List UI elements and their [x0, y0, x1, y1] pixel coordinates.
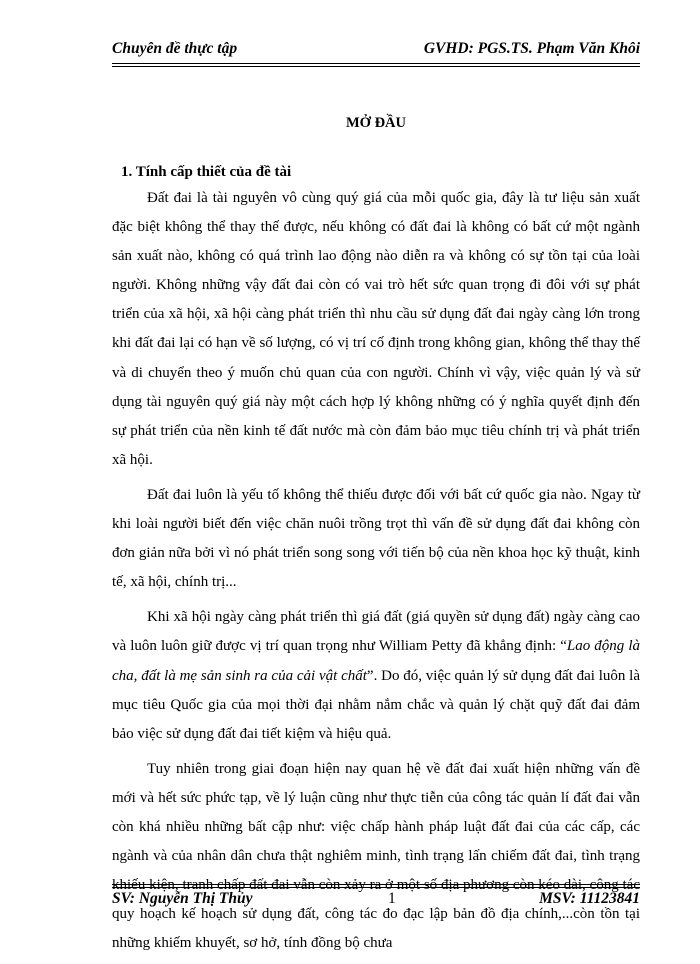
- header-supervisor: GVHD: PGS.TS. Phạm Văn Khôi: [423, 40, 640, 57]
- paragraph-3-before: Khi xã hội ngày càng phát triển thì giá đất (giá quyền sử dụng đất) ngày càng cao và luôn luôn giữ được vị trí quan trọng như William Petty đã khẳng định: “: [112, 609, 640, 655]
- header-rule: [112, 63, 640, 67]
- section-heading: 1. Tính cấp thiết của đề tài: [121, 164, 292, 180]
- paragraph-1: Đất đai là tài nguyên vô cùng quý giá của mỗi quốc gia, đây là tư liệu sản xuất đặc biệt không thể thay thế được, nếu không có đất đai là không có bất cứ một ngành sản xuất nào, không có quá trình lao động nào diễn ra và không có sự tồn tại của loài người. Không những vậy đất đai còn có vai trò hết sức quan trọng đi đôi với sự phát triển của xã hội, xã hội càng phát triển thì nhu cầu sử dụng đất đai ngày càng lớn trong khi đất đai lại có hạn về số lượng, có vị trí cố định trong không gian, không thể thay thế và di chuyển theo ý muốn chủ quan của con người. Chính vì vậy, việc quản lý và sử dụng tài nguyên quý giá này một cách hợp lý không những có ý nghĩa quyết định đến sự phát triển của nền kinh tế đất nước mà còn đảm bảo mục tiêu chính trị và phát triển xã hội.: [112, 190, 640, 468]
- footer-rule: [112, 884, 640, 888]
- page-header: [112, 40, 640, 62]
- footer-student: SV: Nguyễn Thị Thủy: [112, 890, 253, 907]
- page-footer: [112, 890, 640, 912]
- page-title: MỞ ĐẦU: [345, 115, 406, 131]
- footer-student-id: MSV: 11123841: [539, 890, 640, 907]
- page-number: 1: [388, 890, 396, 907]
- paragraph-3: [112, 603, 640, 748]
- paragraph-2: Đất đai luôn là yếu tố không thể thiếu được đối với bất cứ quốc gia nào. Ngay từ khi loài người biết đến việc chăn nuôi trồng trọt thì vấn đề sử dụng đất đai không còn đơn giản nữa bởi vì nó phát triển song song với tiến bộ của nền khoa học kỹ thuật, kinh tế, xã hội, chính trị...: [112, 486, 640, 591]
- paragraph-4: Tuy nhiên trong giai đoạn hiện nay quan hệ về đất đai xuất hiện những vấn đề mới và hết sức phức tạp, về lý luận cũng như thực tiễn của công tác quản lí đất đai vẫn còn khá nhiều những bất cập như: việc chấp hành pháp luật đất đai của các cấp, các ngành và của nhân dân chưa thật nghiêm minh, tình trạng lấn chiếm đất đai, tình trạng khiếu kiện, tranh chấp đất đai vẫn còn xảy ra ở một số địa phương còn kéo dài, công tác quy hoạch kế hoạch sử dụng đất, công tác đo đạc lập bản đồ địa chính,...còn tồn tại những khiếm khuyết, sơ hở, tính đồng bộ chưa: [112, 760, 640, 952]
- header-topic: Chuyên đề thực tập: [112, 40, 238, 57]
- paragraph-3-quote: Lao động là cha, đất là mẹ sản sinh ra của cải vật chất: [112, 638, 640, 684]
- paragraph-3-after: ”. Do đó, việc quản lý sử dụng đất đai luôn là mục tiêu Quốc gia của mọi thời đại nhằm nắm chắc và quản lý chặt quỹ đất đai đảm bảo việc sử dụng đất đai tiết kiệm và hiệu quả.: [112, 667, 640, 742]
- document-body: [112, 160, 640, 964]
